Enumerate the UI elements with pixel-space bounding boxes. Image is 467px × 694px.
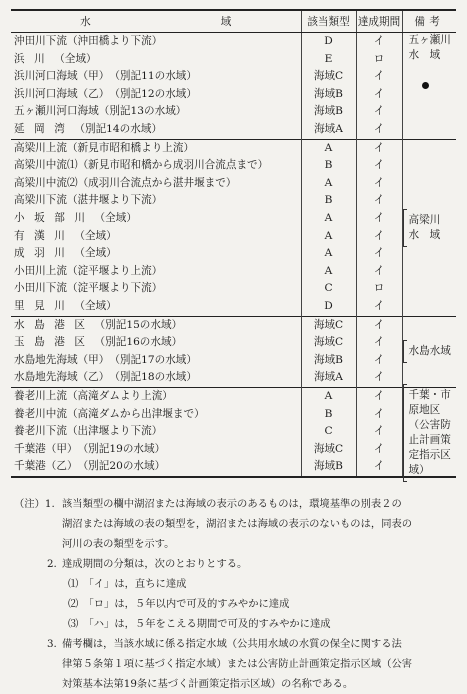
water-area-name: 高梁川上流 (14, 141, 67, 154)
water-area-desc: （高滝ダムより上流） (66, 389, 173, 402)
water-area-name: 小田川上流 (14, 264, 67, 277)
water-area-cell (11, 33, 301, 140)
type-value: D (324, 299, 333, 312)
type-value: B (324, 194, 333, 207)
group-brace (403, 340, 407, 363)
period-value: イ (373, 247, 385, 260)
water-area-cell (11, 387, 301, 477)
water-area-desc: （全域） (74, 229, 117, 242)
type-value: B (324, 407, 333, 420)
water-area-line (14, 352, 301, 370)
note-text-line: 水島水域 (408, 345, 451, 358)
type-value: 海域A (314, 122, 343, 135)
header-type: 該当類型 (301, 10, 356, 33)
note-text-line: 高梁川 (408, 213, 441, 226)
water-area-cell (11, 316, 301, 387)
note-text-line: 原地区 (408, 403, 441, 416)
period-value: イ (373, 87, 385, 100)
water-area-line (14, 228, 301, 246)
water-area-name: 有漢川 (14, 229, 75, 242)
period-value: イ (373, 122, 385, 135)
water-area-desc: （別記18の水域） (109, 371, 197, 384)
period-value: イ (373, 336, 385, 349)
note-1-line-2: 湖沼または海域の表の類型を，湖沼または海域の表示のないものは，同表の (62, 518, 413, 530)
type-value: A (324, 229, 333, 242)
note-text (409, 388, 451, 478)
water-area-line (14, 317, 301, 335)
water-area-desc: （別記17の水域） (109, 353, 197, 366)
water-area-name: 水島地先海域（乙） (14, 371, 110, 384)
note-2-line-1: 2. 達成期間の分類は，次のとおりとする。 (47, 558, 248, 570)
water-area-name: 養老川中流 (14, 407, 67, 420)
type-value: 海域A (314, 371, 343, 384)
note-text-line: 域） (408, 463, 430, 476)
water-area-name: 小坂部川 (14, 211, 95, 224)
water-area-name: 高梁川中流⑴ (14, 159, 78, 172)
note-text-line: 水 域 (408, 49, 441, 61)
ink-dot (422, 82, 429, 89)
water-area-desc: （別記16の水域） (94, 336, 183, 349)
type-value: A (324, 264, 333, 277)
water-area-line (14, 51, 301, 69)
water-area-line (14, 121, 301, 139)
water-area-line (14, 441, 301, 459)
water-area-desc: （全域） (74, 299, 117, 312)
type-value: D (324, 35, 333, 47)
period-value: イ (373, 318, 385, 331)
type-value: A (324, 211, 333, 224)
water-area-name: 小田川下流 (14, 282, 67, 295)
water-area-desc: （全域） (74, 247, 117, 260)
period-value: イ (373, 389, 385, 402)
water-area-name: 延岡湾 (14, 122, 75, 135)
water-area-line (14, 68, 301, 86)
water-area-name: 浜川 (14, 52, 55, 65)
note-text (409, 213, 441, 243)
water-area-desc: （高滝ダムから出津堰まで） (66, 407, 205, 420)
water-area-name: 五ヶ瀬川河口海域 (14, 105, 99, 118)
period-value: イ (373, 425, 385, 438)
water-area-desc: （別記11の水域） (109, 70, 197, 83)
water-area-name: 浜川河口海域（乙） (14, 87, 110, 100)
water-area-line (14, 157, 301, 175)
table-row (11, 139, 456, 316)
period-value: イ (373, 371, 385, 384)
water-area-line (14, 406, 301, 424)
water-area-line (14, 298, 301, 316)
water-area-name: 浜川河口海域（甲） (14, 70, 110, 83)
note-text-line: 五ヶ瀬川 (408, 34, 451, 46)
water-area-name: 千葉港（甲） (14, 442, 78, 455)
water-area-desc: （全域） (94, 211, 137, 224)
period-cell (356, 316, 402, 387)
type-value: 海域B (314, 87, 343, 100)
type-value: 海域C (313, 442, 344, 455)
period-value: イ (373, 299, 385, 312)
type-cell (301, 387, 356, 477)
note-cell (402, 139, 456, 316)
type-value: 海域B (314, 105, 343, 118)
water-area-desc: （出津堰より下流） (66, 425, 163, 438)
water-area-desc: （成羽川合流点から湛井堰まで） (77, 176, 237, 189)
water-area-desc: （沖田橋より下流） (66, 35, 163, 47)
water-area-line (14, 175, 301, 193)
water-area-line (14, 263, 301, 281)
water-area-line (14, 280, 301, 298)
type-value: 海域C (313, 318, 344, 331)
water-area-name: 千葉港（乙） (14, 460, 78, 473)
water-area-line (14, 388, 301, 406)
note-3-line-3: 対策基本法第19条に基づく計画策定指示区域）の名称である。 (62, 678, 354, 690)
type-value: A (324, 389, 333, 402)
period-value: イ (373, 141, 385, 154)
period-value: イ (373, 407, 385, 420)
water-area-line (14, 86, 301, 104)
table-row (11, 387, 456, 477)
note-2-item-3: ⑶ 「ハ」は，５年をこえる期間で可及的すみやかに達成 (68, 618, 331, 630)
water-area-name: 養老川下流 (14, 425, 67, 438)
note-text-line: 千葉・市 (408, 388, 451, 401)
water-area-name: 里見川 (14, 299, 75, 312)
header-note: 備考 (402, 10, 456, 33)
water-area-desc: （湛井堰より下流） (66, 194, 163, 207)
type-value: B (324, 159, 333, 172)
water-area-desc: （別記15の水域） (94, 318, 183, 331)
water-area-desc: （新見市昭和橋から成羽川合流点まで） (77, 159, 269, 172)
note-cell (402, 33, 456, 140)
water-area-desc: （新見市昭和橋より上流） (66, 141, 195, 154)
note-cell (402, 316, 456, 387)
note-text-line: 水 域 (408, 228, 441, 241)
type-value: 海域B (314, 460, 343, 473)
water-area-line (14, 245, 301, 263)
water-area-name: 玉島港区 (14, 336, 95, 349)
water-area-line (14, 334, 301, 352)
type-value: A (324, 176, 333, 189)
water-area-name: 養老川上流 (14, 389, 67, 402)
period-cell (356, 33, 402, 140)
water-area-name: 水島地先海域（甲） (14, 353, 110, 366)
note-text-line: 止計画策 (408, 433, 451, 446)
water-area-name: 高梁川下流 (14, 194, 67, 207)
period-value: イ (373, 460, 385, 473)
water-area-line (14, 210, 301, 228)
water-area-line (14, 369, 301, 387)
note-3-line-2: 律第５条第１項に基づく指定水域）または公害防止計画策定指示区域（公害 (62, 658, 413, 670)
water-area-desc: （別記20の水域） (77, 460, 166, 473)
water-area-cell (11, 139, 301, 316)
type-value: 海域C (313, 70, 344, 83)
note-1-line-3: 河川の表の類型を示す。 (62, 538, 175, 550)
header-period: 達成期間 (356, 10, 402, 33)
water-area-desc: （別記14の水域） (74, 122, 163, 135)
note-text (409, 33, 451, 63)
period-value: イ (373, 353, 385, 366)
note-3-line-1: 3. 備考欄は，当該水域に係る指定水域（公共用水域の水質の保全に関する法 (47, 638, 402, 650)
period-value: イ (373, 194, 385, 207)
note-text-line: 定指示区 (408, 448, 451, 461)
note-2-item-2: ⑵ 「ロ」は，５年以内で可及的すみやかに達成 (68, 598, 290, 610)
type-value: E (324, 52, 333, 65)
header-water-area: 水 域 (11, 10, 301, 33)
period-value: イ (373, 35, 385, 47)
water-area-desc: （別記13の水域） (98, 105, 187, 118)
type-value: 海域C (313, 336, 344, 349)
water-area-desc: （別記19の水域） (77, 442, 166, 455)
water-area-line (14, 192, 301, 210)
period-value: イ (373, 229, 385, 242)
water-area-desc: （淀平堰より下流） (66, 282, 163, 295)
period-value: イ (373, 442, 385, 455)
table-row (11, 33, 456, 140)
period-value: イ (373, 211, 385, 224)
table-header-row (11, 10, 456, 33)
note-text (409, 344, 451, 359)
note-2-item-1: ⑴ 「イ」は，直ちに達成 (68, 578, 187, 590)
type-cell (301, 33, 356, 140)
water-area-desc: （淀平堰より上流） (66, 264, 163, 277)
water-area-name: 水島港区 (14, 318, 95, 331)
period-value: イ (373, 105, 385, 118)
type-value: C (324, 425, 333, 438)
water-area-desc: （全域） (54, 52, 97, 65)
water-classification-table (11, 9, 456, 478)
period-cell (356, 387, 402, 477)
period-value: イ (373, 70, 385, 83)
water-area-line (14, 458, 301, 476)
note-cell (402, 387, 456, 477)
period-cell (356, 139, 402, 316)
group-brace (403, 209, 407, 247)
group-brace (403, 384, 407, 482)
note-1-line-1: （注）1. 該当類型の欄中湖沼または海域の表示のあるものは，環境基準の別表２の (14, 498, 402, 510)
period-value: イ (373, 176, 385, 189)
type-value: A (324, 141, 333, 154)
water-area-name: 沖田川下流 (14, 35, 67, 47)
period-value: イ (373, 264, 385, 277)
water-area-name: 成羽川 (14, 247, 75, 260)
type-cell (301, 316, 356, 387)
water-area-line (14, 140, 301, 158)
type-cell (301, 139, 356, 316)
period-value: イ (373, 159, 385, 172)
water-area-line (14, 33, 301, 51)
footnotes (14, 494, 454, 694)
period-value: ロ (373, 282, 385, 295)
type-value: 海域B (314, 353, 343, 366)
water-area-line (14, 423, 301, 441)
water-area-desc: （別記12の水域） (109, 87, 197, 100)
period-value: ロ (373, 52, 385, 65)
water-area-line (14, 103, 301, 121)
note-text-line: （公害防 (408, 418, 451, 431)
water-area-name: 高梁川中流⑵ (14, 176, 78, 189)
table-row (11, 316, 456, 387)
type-value: A (324, 247, 333, 260)
type-value: C (324, 282, 333, 295)
